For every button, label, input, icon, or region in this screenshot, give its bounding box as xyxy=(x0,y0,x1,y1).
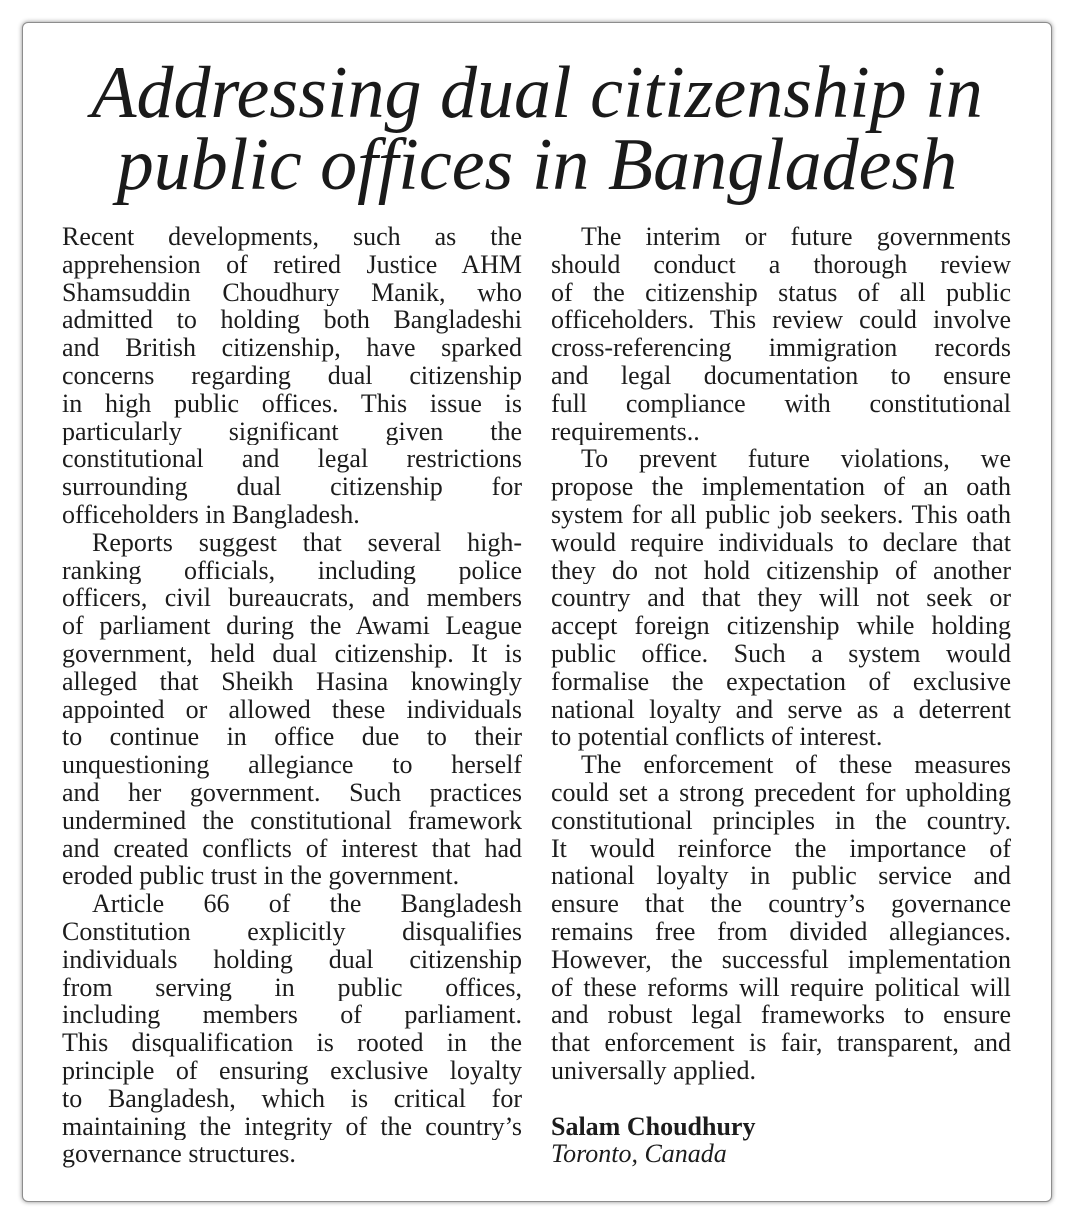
text-line: they do not hold citizenship of another xyxy=(551,556,1011,585)
text-line: national loyalty and serve as a deterrent xyxy=(551,695,1011,724)
text-line: to potential conflicts of interest. xyxy=(551,723,883,752)
text-line: maintaining the integrity of the country’s xyxy=(62,1112,522,1141)
text-line: formalise the expectation of exclusive xyxy=(551,667,1011,696)
text-line: Recent developments, such as the xyxy=(62,223,522,251)
text-line: national loyalty in public service and xyxy=(551,862,1011,891)
text-line: of these reforms will require political will xyxy=(551,973,1011,1002)
text-line: Reports suggest that several high- xyxy=(92,528,522,557)
paragraph xyxy=(551,223,1011,445)
text-line: remains free from divided allegiances. xyxy=(551,917,1011,946)
text-line: should conduct a thorough review xyxy=(551,250,1011,279)
text-line: that enforcement is fair, transparent, and xyxy=(551,1029,1011,1057)
text-line: Constitution explicitly disqualifies xyxy=(62,917,522,946)
text-line: of the citizenship status of all public xyxy=(551,278,1011,307)
text-line: apprehension of retired Justice AHM xyxy=(62,250,522,279)
text-line: It would reinforce the importance of xyxy=(551,834,1011,863)
text-line: in high public offices. This issue is xyxy=(62,389,522,418)
text-line: from serving in public offices, xyxy=(62,973,522,1002)
text-line: ensure that the country’s governance xyxy=(551,890,1011,918)
text-line: system for all public job seekers. This oath xyxy=(551,500,1011,529)
text-line: The enforcement of these measures xyxy=(581,751,1011,779)
signature-block xyxy=(551,1113,1011,1169)
text-line: would require individuals to declare that xyxy=(551,528,1011,557)
text-line: public office. Such a system would xyxy=(551,639,1011,668)
text-line: to continue in office due to their xyxy=(62,723,522,752)
text-line: governance structures. xyxy=(62,1140,296,1169)
text-line: and her government. Such practices xyxy=(62,778,522,807)
text-line: However, the successful implementation xyxy=(551,945,1011,974)
text-line: ranking officials, including police xyxy=(62,556,522,585)
text-line: principle of ensuring exclusive loyalty xyxy=(62,1056,522,1085)
paragraph xyxy=(62,529,522,890)
right-column xyxy=(551,223,1011,1168)
text-line: constitutional principles in the country. xyxy=(551,806,1011,835)
paragraph xyxy=(62,223,522,529)
text-line: surrounding dual citizenship for xyxy=(62,473,522,501)
paragraph xyxy=(551,751,1011,1085)
right-column-text xyxy=(551,223,1011,1085)
article-headline xyxy=(0,52,1074,206)
paragraph xyxy=(551,445,1011,751)
headline-line: public offices in Bangladesh xyxy=(116,124,958,206)
text-line: appointed or allowed these individuals xyxy=(62,695,522,724)
text-line: The interim or future governments xyxy=(581,223,1011,251)
text-line: country and that they will not seek or xyxy=(551,584,1011,613)
text-line: Article 66 of the Bangladesh xyxy=(92,890,522,918)
text-line: and British citizenship, have sparked xyxy=(62,334,522,362)
text-line: and legal documentation to ensure xyxy=(551,361,1011,390)
text-line: accept foreign citizenship while holding xyxy=(551,612,1011,640)
text-line: This disqualification is rooted in the xyxy=(62,1029,522,1057)
text-line: undermined the constitutional framework xyxy=(62,806,522,835)
text-line: alleged that Sheikh Hasina knowingly xyxy=(62,667,522,696)
author-name: Salam Choudhury xyxy=(551,1111,756,1141)
text-line: Shamsuddin Choudhury Manik, who xyxy=(62,278,522,307)
text-line: individuals holding dual citizenship xyxy=(62,945,522,974)
text-line: of parliament during the Awami League xyxy=(62,612,522,640)
headline-line: Addressing dual citizenship in xyxy=(91,52,983,134)
text-line: To prevent future violations, we xyxy=(581,445,1011,474)
text-line: could set a strong precedent for upholding xyxy=(551,778,1011,807)
left-column xyxy=(62,223,522,1168)
text-line: government, held dual citizenship. It is xyxy=(62,639,522,668)
text-line: including members of parliament. xyxy=(62,1001,522,1030)
text-line: requirements.. xyxy=(551,417,700,446)
text-line: to Bangladesh, which is critical for xyxy=(62,1084,522,1113)
text-line: particularly significant given the xyxy=(62,417,522,446)
text-line: and created conflicts of interest that had xyxy=(62,834,522,863)
paragraph xyxy=(62,890,522,1168)
text-line: full compliance with constitutional xyxy=(551,389,1011,418)
text-line: concerns regarding dual citizenship xyxy=(62,361,522,390)
text-line: and robust legal frameworks to ensure xyxy=(551,1001,1011,1030)
text-line: universally applied. xyxy=(551,1056,757,1085)
text-line: propose the implementation of an oath xyxy=(551,473,1011,501)
text-line: eroded public trust in the government. xyxy=(62,862,460,891)
text-line: unquestioning allegiance to herself xyxy=(62,751,522,779)
text-line: officers, civil bureaucrats, and members xyxy=(62,584,522,613)
text-line: officeholders in Bangladesh. xyxy=(62,500,360,529)
author-location: Toronto, Canada xyxy=(551,1139,727,1169)
text-line: officeholders. This review could involve xyxy=(551,306,1011,335)
text-line: admitted to holding both Bangladeshi xyxy=(62,306,522,335)
text-line: cross-referencing immigration records xyxy=(551,334,1011,362)
text-line: constitutional and legal restrictions xyxy=(62,445,522,474)
